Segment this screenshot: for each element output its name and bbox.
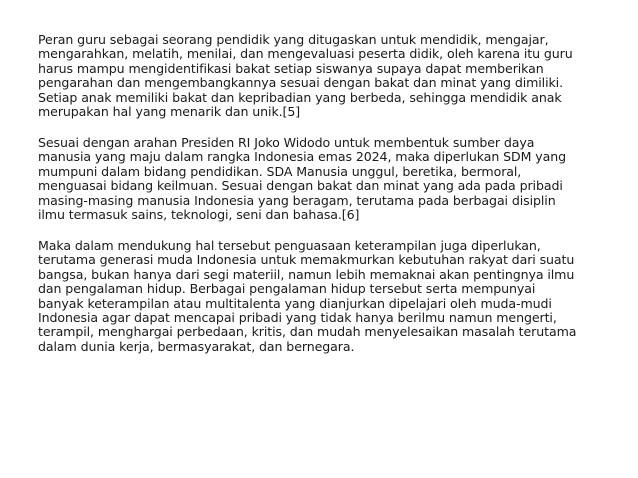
paragraph-1: Peran guru sebagai seorang pendidik yang ditugaskan untuk mendidik, mengajar, mengarahkan, melatih, menilai, dan mengevaluasi peserta didik, oleh karena itu guru harus mampu mengidentifikasi bakat setiap siswanya supaya dapat memberikan pengarahan dan mengembangkannya sesuai dengan bakat dan minat yang dimiliki. Setiap anak memiliki bakat dan kepribadian yang berbeda, sehingga mendidik anak merupakan hal yang menarik dan unik.[5] [38,32,573,120]
paragraph-3: Maka dalam mendukung hal tersebut penguasaan keterampilan juga diperlukan, terutama generasi muda Indonesia untuk memakmurkan kebutuhan rakyat dari suatu bangsa, bukan hanya dari segi materiil, namun lebih memaknai akan pentingnya ilmu dan pengalaman hidup. Berbagai pengalaman hidup tersebut serta mempunyai banyak keterampilan atau multitalenta yang dianjurkan dipelajari oleh muda-mudi Indonesia agar dapat mencapai pribadi yang tidak hanya berilmu namun mengerti, terampil, menghargai perbedaan, kritis, dan mudah menyelesaikan masalah terutama dalam dunia kerja, bermasyarakat, dan bernegara. [38,237,577,354]
slide-body [38,33,594,371]
paragraph-2: Sesuai dengan arahan Presiden RI Joko Widodo untuk membentuk sumber daya manusia yang maju dalam rangka Indonesia emas 2024, maka diperlukan SDM yang mumpuni dalam bidang pendidikan. SDA Manusia unggul, beretika, bermoral, menguasai bidang keilmuan. Sesuai dengan bakat dan minat yang ada pada pribadi masing-masing manusia Indonesia yang beragam, terutama pada berbagai disiplin ilmu termasuk sains, teknologi, seni dan bahasa.[6] [38,134,567,222]
